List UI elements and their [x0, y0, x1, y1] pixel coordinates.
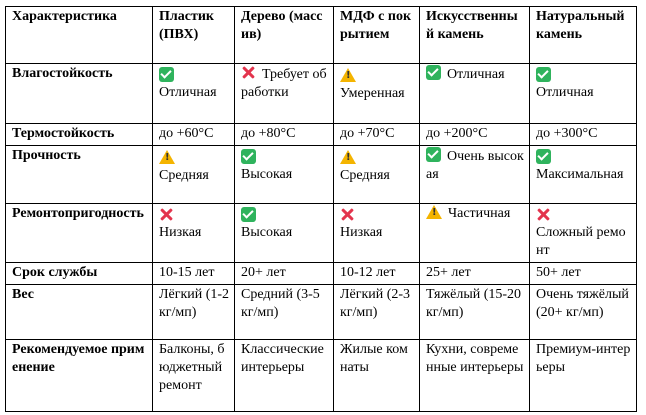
header-artificial-stone: Искусственный камень [420, 7, 530, 64]
cell-repairability-artificial-stone [420, 204, 530, 263]
cell-text: Средняя [159, 168, 209, 183]
cell-application-artificial-stone [420, 340, 530, 412]
cell-text: Лёгкий (1-2 кг/мп) [159, 287, 230, 320]
check-icon [536, 149, 551, 164]
warning-icon [340, 68, 356, 82]
cell-moisture-natural-stone [530, 64, 637, 124]
cell-heat-mdf [334, 124, 420, 146]
row-label-weight: Вес [6, 285, 153, 340]
cell-heat-pvc [153, 124, 235, 146]
cell-lifespan-wood [235, 263, 334, 285]
cell-heat-natural-stone [530, 124, 637, 146]
table-row-application [6, 340, 637, 412]
cell-moisture-artificial-stone [420, 64, 530, 124]
cell-application-mdf [334, 340, 420, 412]
row-label-application: Рекомендуемое применение [6, 340, 153, 412]
cell-strength-mdf [334, 146, 420, 204]
cell-text: до +80°C [241, 126, 296, 141]
cell-weight-mdf [334, 285, 420, 340]
cell-text: Классические интерьеры [241, 342, 324, 375]
row-label-moisture: Влагостойкость [6, 64, 153, 124]
check-icon [426, 147, 441, 162]
cell-text: до +300°C [536, 126, 598, 141]
header-natural-stone: Натуральный камень [530, 7, 637, 64]
cell-repairability-natural-stone [530, 204, 637, 263]
cell-text: Балконы, бюджетный ремонт [159, 342, 225, 393]
cell-text: Очень высокая [426, 149, 524, 182]
cell-strength-pvc [153, 146, 235, 204]
cell-text: до +70°C [340, 126, 395, 141]
cell-application-wood [235, 340, 334, 412]
cell-lifespan-artificial-stone [420, 263, 530, 285]
cross-icon [241, 65, 256, 80]
row-label-repairability: Ремонтопригодность [6, 204, 153, 263]
header-characteristic: Характеристика [6, 7, 153, 64]
row-label-heat: Термостойкость [6, 124, 153, 146]
cell-text: 10-15 лет [159, 265, 215, 280]
cell-text: 10-12 лет [340, 265, 396, 280]
warning-icon [159, 150, 175, 164]
cell-text: Сложный ремонт [536, 225, 626, 258]
cell-text: Премиум-интерьеры [536, 342, 631, 375]
cell-text: Требует обработки [241, 67, 327, 100]
table-row-weight [6, 285, 637, 340]
cell-weight-pvc [153, 285, 235, 340]
cell-moisture-wood [235, 64, 334, 124]
cell-text: Максимальная [536, 167, 624, 182]
cell-heat-artificial-stone [420, 124, 530, 146]
cell-text: 50+ лет [536, 265, 581, 280]
cell-text: до +60°C [159, 126, 214, 141]
header-wood: Дерево (массив) [235, 7, 334, 64]
cell-text: 20+ лет [241, 265, 286, 280]
check-icon [241, 149, 256, 164]
cell-repairability-wood [235, 204, 334, 263]
cell-text: Жилые комнаты [340, 342, 408, 375]
cell-text: Умеренная [340, 86, 405, 101]
cell-text: Высокая [241, 225, 293, 240]
cell-text: Высокая [241, 167, 293, 182]
table-row-moisture [6, 64, 637, 124]
cell-repairability-pvc [153, 204, 235, 263]
row-label-strength: Прочность [6, 146, 153, 204]
row-label-lifespan: Срок службы [6, 263, 153, 285]
cross-icon [536, 207, 551, 222]
cell-application-pvc [153, 340, 235, 412]
cell-text: Отличная [159, 85, 217, 100]
cell-text: Низкая [159, 225, 202, 240]
cell-text: Кухни, современные интерьеры [426, 342, 524, 375]
warning-icon [426, 205, 442, 219]
header-mdf: МДФ с покрытием [334, 7, 420, 64]
check-icon [426, 65, 441, 80]
check-icon [536, 67, 551, 82]
cell-text: 25+ лет [426, 265, 471, 280]
cell-heat-wood [235, 124, 334, 146]
cell-text: Лёгкий (2-3 кг/мп) [340, 287, 411, 320]
cell-weight-artificial-stone [420, 285, 530, 340]
cell-weight-wood [235, 285, 334, 340]
cell-lifespan-natural-stone [530, 263, 637, 285]
check-icon [241, 207, 256, 222]
header-pvc: Пластик (ПВХ) [153, 7, 235, 64]
cross-icon [159, 207, 174, 222]
header-row [6, 7, 637, 64]
cell-text: Отличная [447, 67, 505, 82]
cell-moisture-mdf [334, 64, 420, 124]
cell-lifespan-mdf [334, 263, 420, 285]
cell-text: Очень тяжёлый (20+ кг/мп) [536, 287, 629, 320]
cell-text: до +200°C [426, 126, 488, 141]
cell-text: Средняя [340, 168, 390, 183]
table-row-strength [6, 146, 637, 204]
cell-weight-natural-stone [530, 285, 637, 340]
cell-repairability-mdf [334, 204, 420, 263]
table-row-lifespan [6, 263, 637, 285]
cell-strength-artificial-stone [420, 146, 530, 204]
cell-text: Отличная [536, 85, 594, 100]
check-icon [159, 67, 174, 82]
warning-icon [340, 150, 356, 164]
cell-strength-natural-stone [530, 146, 637, 204]
cell-text: Средний (3-5 кг/мп) [241, 287, 320, 320]
cell-moisture-pvc [153, 64, 235, 124]
comparison-table [5, 6, 637, 412]
table-row-repairability [6, 204, 637, 263]
cell-text: Низкая [340, 225, 383, 240]
cell-text: Частичная [448, 206, 511, 221]
cell-lifespan-pvc [153, 263, 235, 285]
cross-icon [340, 207, 355, 222]
cell-application-natural-stone [530, 340, 637, 412]
cell-text: Тяжёлый (15-20 кг/мп) [426, 287, 522, 320]
cell-strength-wood [235, 146, 334, 204]
table-row-heat [6, 124, 637, 146]
